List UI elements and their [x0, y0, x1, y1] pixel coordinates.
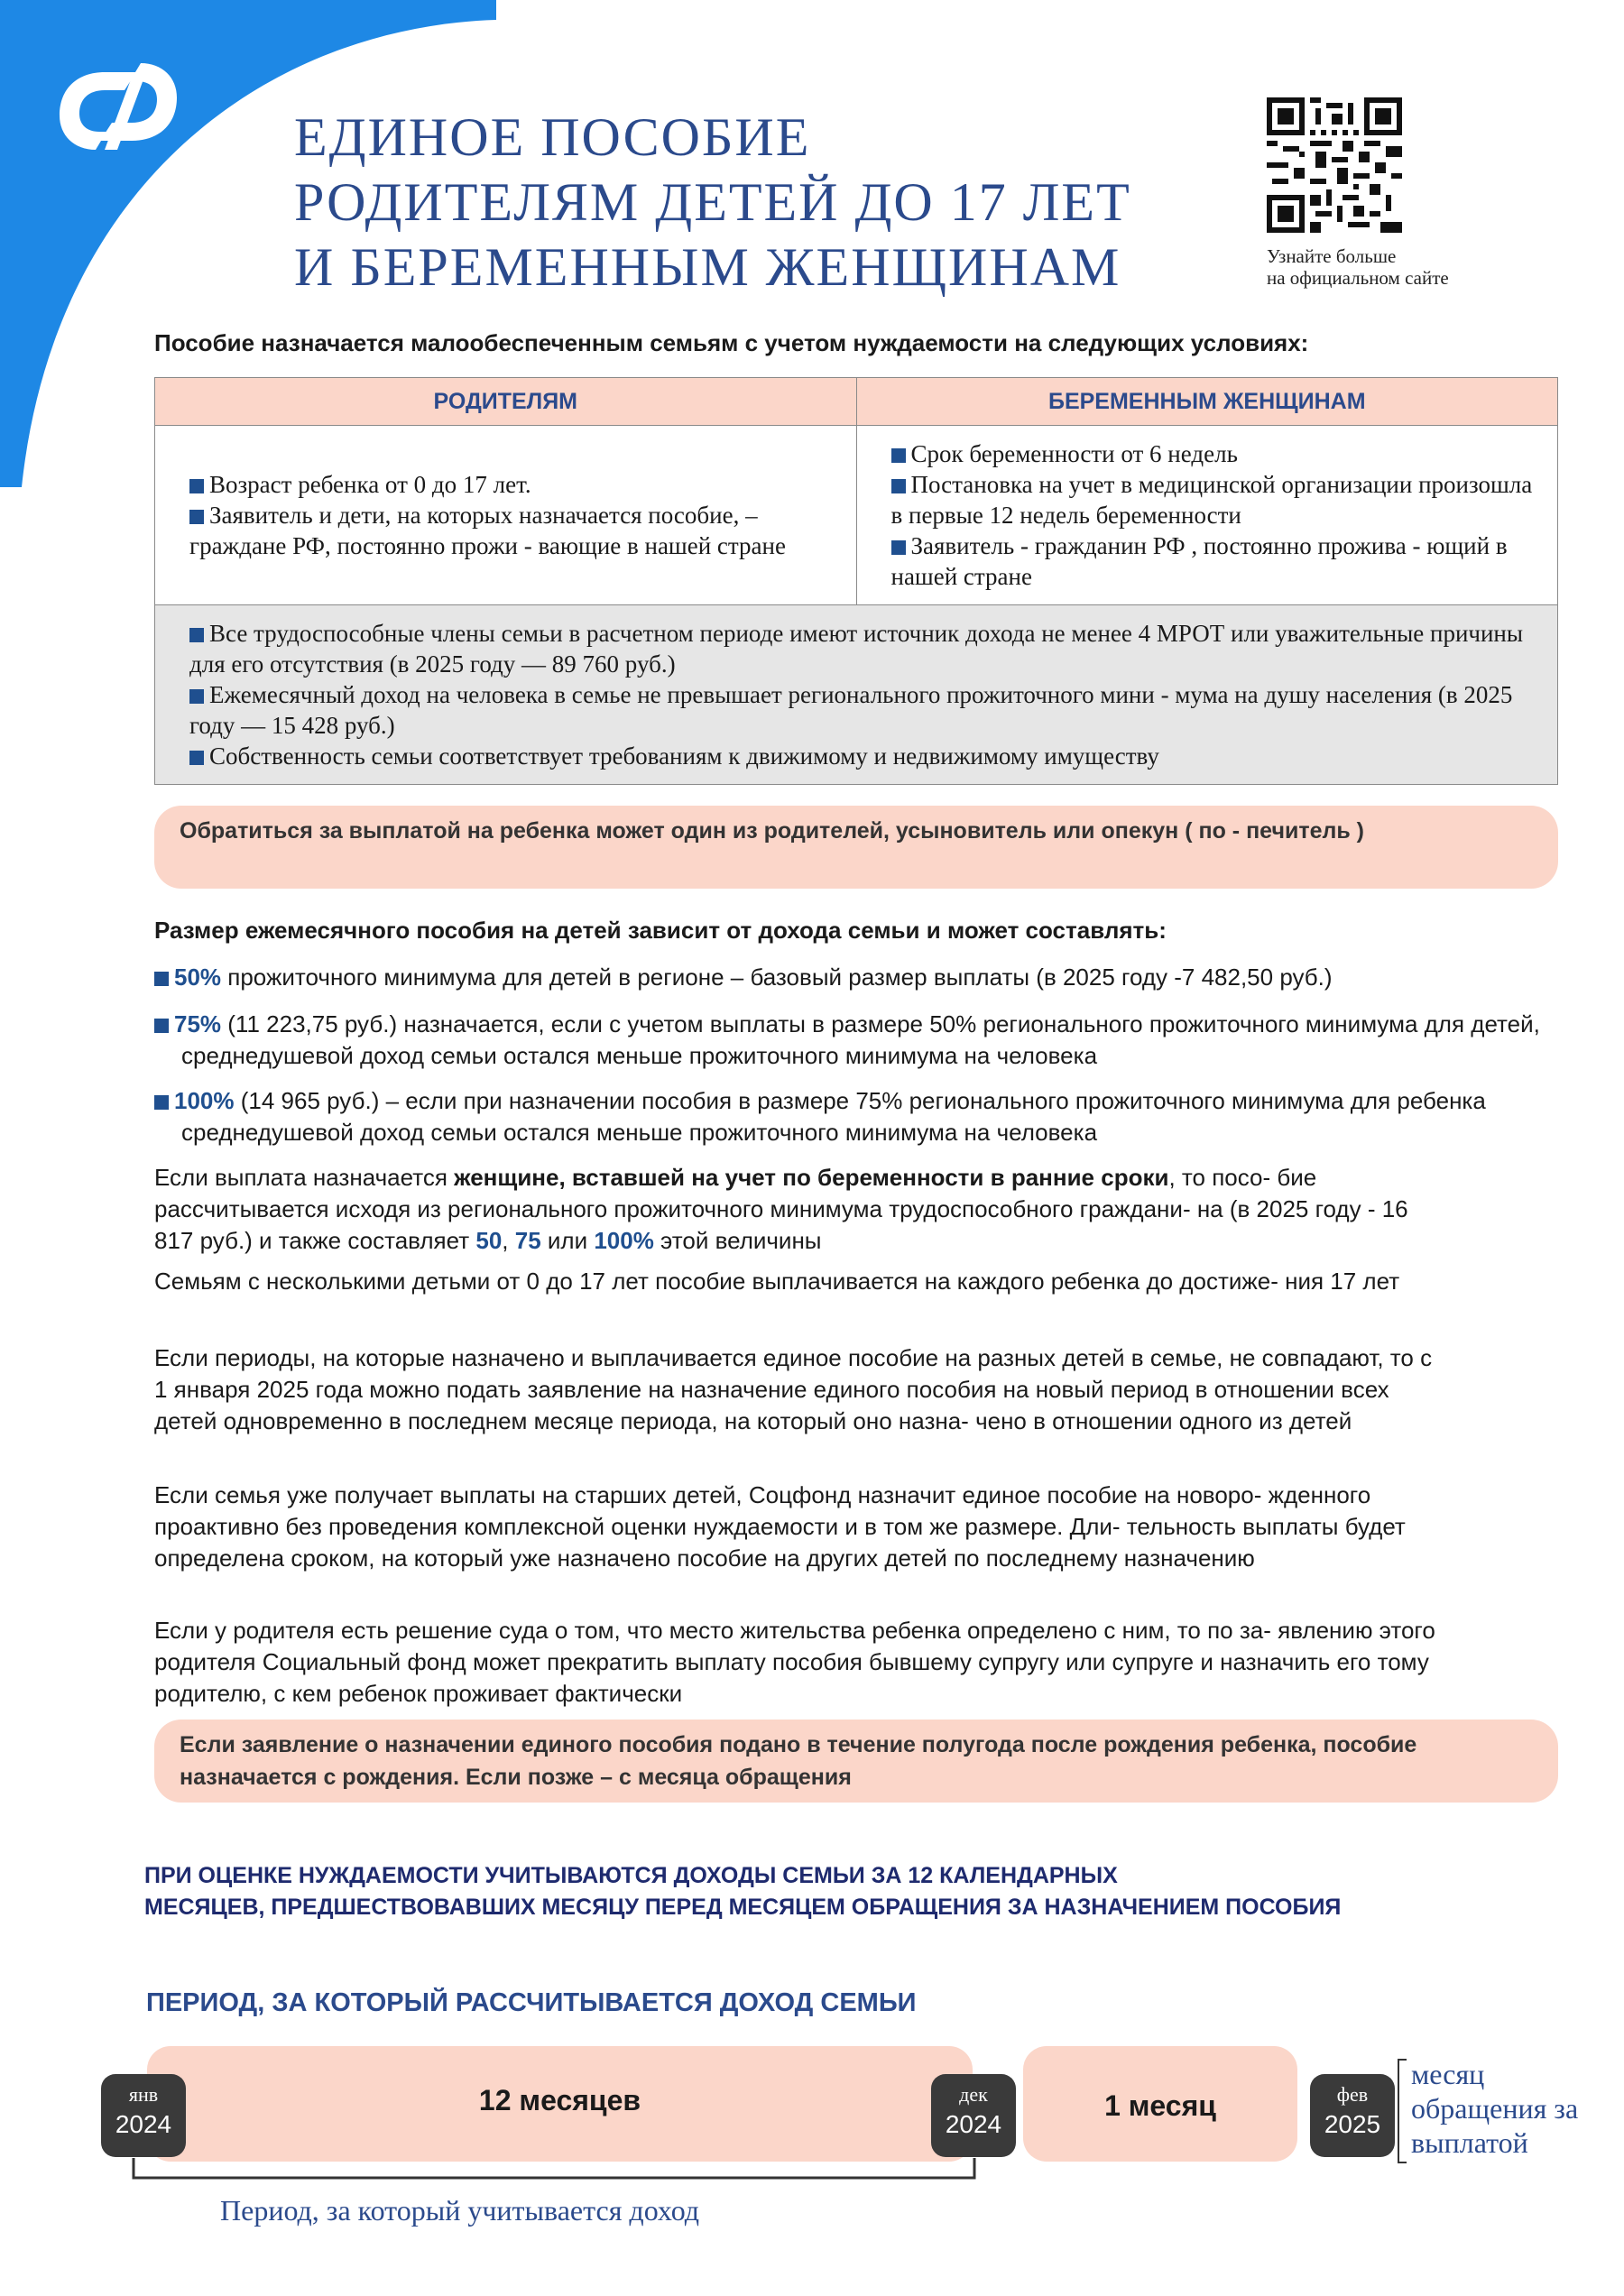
bullet-square-icon [154, 1019, 169, 1033]
parents-conditions-cell [155, 426, 857, 605]
size-item-100: 100% (14 965 руб.) – если при назначении пособия в размере 75% регионального прожиточного минимума для ребенка среднедушевой доход семьи остался меньше прожиточного минимума на человека [154, 1085, 1517, 1148]
timeline-heading: ПЕРИОД, ЗА КОТОРЫЙ РАССЧИТЫВАЕТСЯ ДОХОД СЕМЬИ [146, 1988, 917, 2017]
application-year-label: 2025 [1324, 2110, 1381, 2138]
assessment-note-line-1: ПРИ ОЦЕНКЕ НУЖДАЕМОСТИ УЧИТЫВАЮТСЯ ДОХОДЫ СЕМЬИ ЗА 12 КАЛЕНДАРНЫХ [144, 1863, 1118, 1888]
court-paragraph: Если у родителя есть решение суда о том, что место жительства ребенка определено с ним, то по за- явлению этого родителя Социальный фонд может прекратить выплату пособия бывшему супругу или супруге и назначить его тому родителю, с кем ребенок проживает фактически [154, 1617, 1435, 1707]
income-period-bracket [126, 2156, 992, 2192]
twelve-month-period-bar [147, 2046, 973, 2162]
bullet-square-icon [189, 751, 204, 765]
twelve-month-label: 12 месяцев [478, 2084, 641, 2116]
column-header-parents: РОДИТЕЛЯМ [155, 378, 857, 426]
start-year-label: 2024 [115, 2110, 172, 2138]
list-item: Собственность семьи соответствует требованиям к движимому и недвижимому имуществу [189, 741, 1543, 771]
conditions-table [154, 377, 1558, 785]
list-item: Ежемесячный доход на человека в семье не превышает регионального прожиточного мини - мума на душу населения (в 2025 году — 15 428 руб.) [189, 681, 1513, 739]
title-line-1: ЕДИНОЕ ПОСОБИЕ [294, 107, 811, 167]
end-month-label: дек [959, 2083, 988, 2106]
common-conditions-cell [155, 605, 1558, 785]
list-item: Срок беременности от 6 недель [891, 438, 1544, 469]
application-month-label: фев [1336, 2083, 1369, 2106]
start-month-label: янв [128, 2083, 159, 2106]
list-item: Заявитель и дети, на которых назначается пособие, – граждане РФ, постоянно прожи - вающие в нашей стране [189, 502, 786, 559]
list-item: Возраст ребенка от 0 до 17 лет. [189, 469, 842, 500]
end-month-badge [931, 2074, 1016, 2157]
pregnant-early-paragraph: Если выплата назначается женщине, вставшей на учет по беременности в ранние сроки, то посо- бие рассчитывается исходя из регионального прожиточного минимума трудоспособного граждани- на (в 2025 году - 16 817 руб.) и также составляет 50, 75 или 100% этой величины [154, 1164, 1408, 1254]
periods-paragraph: Если периоды, на которые назначено и выплачивается единое пособие на разных детей в семье, не совпадают, то с 1 января 2025 года можно подать заявление на назначение единого пособия на новый период в отношении всех детей одновременно в последнем месяце периода, на который оно назна- чено в отношении одного из детей [154, 1344, 1433, 1434]
qr-caption-line-1: Узнайте больше [1267, 245, 1397, 267]
half-year-note: Если заявление о назначении единого пособия подано в течение полугода после рождения ребенка, пособие назначается с рождения. Если позже – с месяца обращения [154, 1720, 1558, 1803]
bullet-square-icon [189, 479, 204, 493]
income-period-label: Период, за который учитывается доход [220, 2194, 700, 2227]
bullet-square-icon [891, 448, 906, 463]
application-month-caption: месяц обращения за выплатой [1411, 2058, 1579, 2159]
one-month-label: 1 месяц [1104, 2089, 1216, 2122]
size-item-75: 75% (11 223,75 руб.) назначается, если с учетом выплаты в размере 50% регионального прожиточного минимума для детей, среднедушевой доход семьи остался меньше прожиточного минимума на человека [154, 1009, 1607, 1072]
several-children-paragraph: Семьям с несколькими детьми от 0 до 17 лет пособие выплачивается на каждого ребенка до достиже- ния 17 лет [154, 1268, 1400, 1295]
who-can-apply-note: Обратиться за выплатой на ребенка может один из родителей, усыновитель или опекун ( по - печитель ) [154, 806, 1558, 889]
bullet-square-icon [154, 972, 169, 986]
column-header-pregnant: БЕРЕМЕННЫМ ЖЕНЩИНАМ [856, 378, 1558, 426]
list-item: Все трудоспособные члены семьи в расчетном периоде имеют источник дохода не менее 4 МРОТ или уважительные причины для его отсутствия (в 2025 году — 89 760 руб.) [189, 620, 1524, 678]
newborn-paragraph: Если семья уже получает выплаты на старших детей, Соцфонд назначит единое пособие на новоро- жденного проактивно без проведения комплексной оценки нуждаемости и в том же размере. Дли- тельность выплаты будет определена сроком, на который уже назначено пособие на других детей по последнему назначению [154, 1481, 1406, 1572]
assessment-note-line-2: МЕСЯЦЕВ, ПРЕДШЕСТВОВАВШИХ МЕСЯЦУ ПЕРЕД МЕСЯЦЕМ ОБРАЩЕНИЯ ЗА НАЗНАЧЕНИЕМ ПОСОБИЯ [144, 1895, 1342, 1920]
size-heading: Размер ежемесячного пособия на детей зависит от дохода семьи и может составлять: [154, 917, 1167, 944]
social-fund-logo-icon [51, 52, 186, 161]
title-line-3: И БЕРЕМЕННЫМ ЖЕНЩИНАМ [294, 237, 1121, 297]
conditions-heading: Пособие назначается малообеспеченным семьям с учетом нуждаемости на следующих условиях: [154, 329, 1309, 356]
qr-code-icon[interactable] [1267, 97, 1402, 233]
start-month-badge [101, 2074, 186, 2157]
bullet-square-icon [189, 628, 204, 642]
application-month-badge [1310, 2074, 1395, 2157]
size-item-50: 50% прожиточного минимума для детей в регионе – базовый размер выплаты (в 2025 году -7 482,50 руб.) [154, 962, 1598, 993]
title-line-2: РОДИТЕЛЯМ ДЕТЕЙ ДО 17 ЛЕТ [294, 172, 1131, 232]
bullet-square-icon [189, 510, 204, 524]
qr-caption-line-2: на официальном сайте [1267, 267, 1449, 289]
bullet-square-icon [891, 479, 906, 493]
pregnant-conditions-cell [856, 426, 1558, 605]
end-year-label: 2024 [945, 2110, 1002, 2138]
list-item: Постановка на учет в медицинской организации произошла в первые 12 недель беременности [890, 471, 1533, 529]
bullet-square-icon [154, 1095, 169, 1110]
bullet-square-icon [891, 540, 906, 555]
list-item: Заявитель - гражданин РФ , постоянно прожива - ющий в нашей стране [890, 532, 1508, 590]
application-bracket [1398, 2059, 1407, 2163]
bullet-square-icon [189, 689, 204, 704]
one-month-period-bar [1023, 2046, 1297, 2162]
